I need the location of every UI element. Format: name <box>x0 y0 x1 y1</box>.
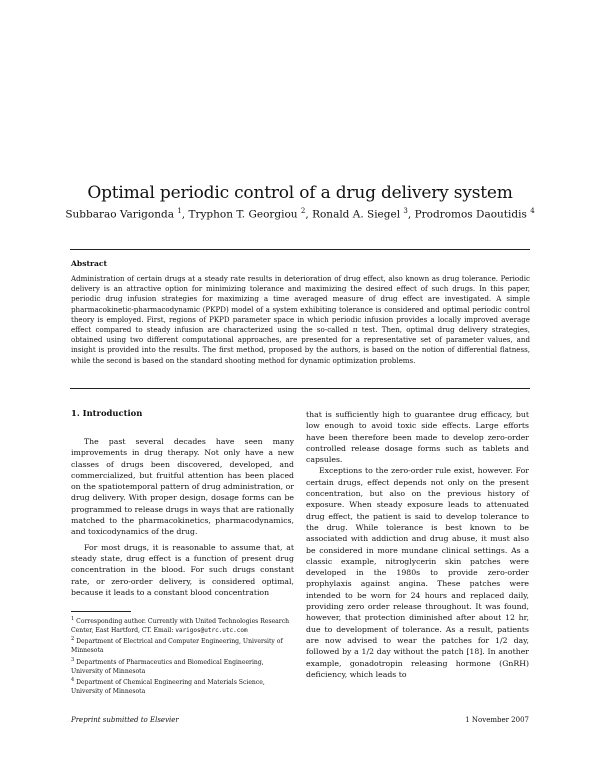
footer-date: 1 November 2007 <box>465 716 529 724</box>
abstract-bottom-rule <box>70 388 530 389</box>
footnote: $^2$ Department of Electrical and Computer Engineering, University of Minnesota <box>71 636 283 655</box>
author-name: Ronald A. Siegel <box>312 208 401 221</box>
abstract-top-rule <box>70 249 530 250</box>
section-heading-introduction: 1. Introduction <box>71 408 143 418</box>
paragraph: that is sufficiently high to guarantee drug efficacy, but low enough to avoid toxic side effects. Large efforts have been therefore been made to develop zero-order controlled release dosage forms such as tablets and capsules. <box>306 410 529 465</box>
paragraph: For most drugs, it is reasonable to assume that, at steady state, drug effect is a function of present drug concentration in the blood. For such drugs constant rate, or zero-order delivery, is considered optimal, because it leads to a constant blood concentration <box>71 542 294 597</box>
right-column <box>306 409 529 680</box>
paragraph: The past several decades have seen many improvements in drug therapy. Not only have a new classes of drugs been discovered, developed, and commercialized, but fruitful attention has been placed on the spatiotemporal pattern of drug administration, or drug delivery. With proper design, dosage forms can be programmed to release drugs in ways that are rationally matched to the pharmacokinetics, pharmacodynamics, and toxicodynamics of the drug. <box>71 437 294 537</box>
abstract-heading: Abstract <box>71 259 108 268</box>
footnote: $^3$ Departments of Pharmaceutics and Biomedical Engineering, University of Minnesota <box>71 656 264 675</box>
footer-preprint-note: Preprint submitted to Elsevier <box>71 716 179 724</box>
author-list: Subbarao Varigonda $^1$, Tryphon T. Georgiou $^2$, Ronald A. Siegel $^3$, Prodromos Daoutidis $^4$ <box>65 207 535 221</box>
author-affiliation-mark: 2 <box>300 207 306 215</box>
author-affiliation-mark: 1 <box>177 207 182 215</box>
footnote-rule <box>71 611 131 612</box>
paragraph: Exceptions to the zero-order rule exist, however. For certain drugs, effect depends not only on the present concentration, but also on the previous history of exposure. When steady exposure leads to attenuated drug effect, the patient is said to develop tolerance to the drug. While tolerance is best known to be associated with addiction and drug abuse, it must also be considered in more mundane clinical settings. As a classic example, nitroglycerin skin patches were developed in the 1980s to provide zero-order prophylaxis against angina. These patches were intended to be worn for 24 hours and replaced daily, providing zero order release throughout. It was found, however, that protection diminished after about 12 hr, due to development of tolerance. As a result, patients are now advised to wear the patches for 1/2 day, followed by a 1/2 day without the patch [18]. In another example, gonadotropin releasing hormone (GnRH) deficiency, which leads to <box>306 466 529 679</box>
email-link[interactable]: varigos@utrc.utc.com <box>175 626 248 634</box>
author-name: Tryphon T. Georgiou <box>188 208 298 221</box>
left-column <box>71 436 294 598</box>
author-name: Subbarao Varigonda <box>65 208 174 221</box>
paper-title: Optimal periodic control of a drug delivery system <box>87 183 513 203</box>
author-affiliation-mark: 4 <box>530 207 535 215</box>
author-name: Prodromos Daoutidis <box>414 208 527 221</box>
footnotes <box>71 615 294 697</box>
author-affiliation-mark: 3 <box>403 207 408 215</box>
abstract-body: Administration of certain drugs at a steady rate results in deterioration of drug effect, also known as drug tolerance. Periodic delivery is an attractive option for minimizing tolerance and maximizing the desired effect of such drugs. In this paper, periodic drug infusion strategies for maximizing a time averaged measure of drug effect are investigated. A simple pharmacokinetic-pharmacodynamic (PKPD) model of a system exhibiting tolerance is considered and optimal periodic control theory is employed. First, regions of PKPD parameter space in which periodic infusion provides a locally improved average effect compared to steady infusion are characterized using the so-called π test. Then, optimal drug delivery strategies, obtained using two different computational approaches, are presented for a representative set of parameter values, and insight is provided into the results. The first method, proposed by the authors, is based on the notion of differential flatness, while the second is based on the standard shooting method for dynamic optimization problems. <box>71 274 530 365</box>
footnote: $^4$ Department of Chemical Engineering and Materials Science, University of Minnesota <box>71 677 265 696</box>
footnote: $^1$ Corresponding author. Currently with United Technologies Research Center, East Hartford, CT. Email: varigos@utrc.utc.com <box>71 616 290 634</box>
